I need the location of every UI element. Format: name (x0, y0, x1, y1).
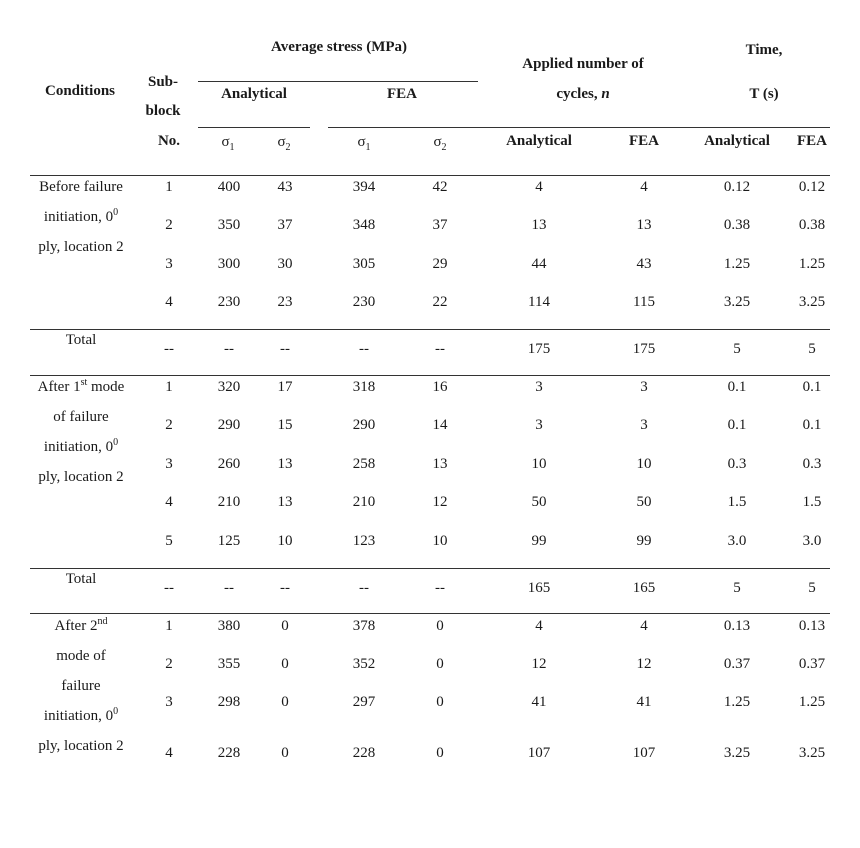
cell-s1-r1-time-fea: 0.12 (798, 179, 826, 195)
cell-s1-r1-cycles-analytical: 4 (535, 179, 543, 195)
header-time-fea: FEA (797, 133, 827, 149)
header-cycles-fea: FEA (629, 133, 659, 149)
cell-s3-r1-analytical-sigma1: 380 (217, 618, 241, 634)
cell-s2-r2-cycles-analytical: 3 (535, 417, 543, 433)
condition-s1-line1: Before failure (39, 179, 123, 195)
cell-s3-r2-fea-sigma2: 0 (436, 656, 444, 672)
cell-s2-r3-fea-sigma2: 13 (432, 456, 448, 472)
cell-s1-r2-time-fea: 0.38 (798, 217, 826, 233)
cell-s1-r2-cycles-fea: 13 (636, 217, 652, 233)
cell-s1-r3-subblock: 3 (165, 256, 173, 272)
cell-s2-r5-time-fea: 3.0 (802, 533, 822, 549)
cell-s2-r5-subblock: 5 (165, 533, 173, 549)
cell-s2-r5-analytical-sigma1: 125 (217, 533, 241, 549)
header-cycles-analytical: Analytical (506, 133, 572, 149)
condition-s3-line4: initiation, $0^0$ (43, 706, 119, 724)
rule-cycles-time (478, 127, 830, 128)
cell-s2-r3-analytical-sigma2: 13 (277, 456, 293, 472)
cell-s3-r2-subblock: 2 (165, 656, 173, 672)
cell-s1-r1-time-analytical: 0.12 (723, 179, 751, 195)
total-s2-subblock: -- (164, 580, 174, 596)
rule-total1-bottom (30, 375, 830, 376)
cell-s2-r1-fea-sigma1: 318 (352, 379, 376, 395)
cell-s2-r4-fea-sigma2: 12 (432, 494, 448, 510)
cell-s3-r2-time-analytical: 0.37 (723, 656, 751, 672)
cell-s3-r4-cycles-fea: 107 (632, 745, 656, 761)
cell-s3-r1-cycles-fea: 4 (640, 618, 648, 634)
cell-s3-r4-subblock: 4 (165, 745, 173, 761)
cell-s3-r3-subblock: 3 (165, 694, 173, 710)
condition-s2-line2: of failure (53, 409, 109, 425)
cell-s1-r4-fea-sigma2: 22 (432, 294, 448, 310)
cell-s3-r1-time-analytical: 0.13 (723, 618, 751, 634)
cell-s2-r2-fea-sigma2: 14 (432, 417, 448, 433)
cell-s3-r4-cycles-analytical: 107 (527, 745, 551, 761)
cell-s1-r3-time-fea: 1.25 (798, 256, 826, 272)
cell-s2-r2-cycles-fea: 3 (640, 417, 648, 433)
total-s2-time-fea: 5 (808, 580, 816, 596)
header-stress-fea: FEA (387, 86, 417, 102)
cell-s2-r2-time-fea: 0.1 (802, 417, 822, 433)
total-s2-time-analytical: 5 (733, 580, 741, 596)
cell-s1-r3-analytical-sigma1: 300 (217, 256, 241, 272)
cell-s2-r1-subblock: 1 (165, 379, 173, 395)
cell-s1-r1-subblock: 1 (165, 179, 173, 195)
condition-s3-line1: After 2nd (54, 616, 108, 634)
cell-s2-r1-cycles-fea: 3 (640, 379, 648, 395)
cell-s2-r1-analytical-sigma1: 320 (217, 379, 241, 395)
cell-s3-r4-fea-sigma2: 0 (436, 745, 444, 761)
cell-s1-r2-cycles-analytical: 13 (531, 217, 547, 233)
cell-s3-r1-fea-sigma1: 378 (352, 618, 376, 634)
cell-s1-r1-fea-sigma2: 42 (432, 179, 448, 195)
header-average-stress: Average stress (MPa) (270, 39, 408, 55)
cell-s1-r1-analytical-sigma2: 43 (277, 179, 293, 195)
header-subblock-line1: Sub- (147, 74, 179, 90)
cell-s2-r1-analytical-sigma2: 17 (277, 379, 293, 395)
total-s1-analytical-sigma2: -- (280, 341, 290, 357)
header-sigma1-analytical: $\sigma_1$ (221, 134, 235, 153)
cell-s3-r4-analytical-sigma1: 228 (217, 745, 241, 761)
header-time-line2: T (s) (749, 86, 779, 102)
cell-s2-r2-time-analytical: 0.1 (727, 417, 747, 433)
cell-s1-r2-fea-sigma2: 37 (432, 217, 448, 233)
cell-s1-r2-analytical-sigma2: 37 (277, 217, 293, 233)
cell-s2-r4-time-fea: 1.5 (802, 494, 822, 510)
total-s1-fea-sigma2: -- (435, 341, 445, 357)
cell-s3-r1-fea-sigma2: 0 (436, 618, 444, 634)
total-s2-fea-sigma1: -- (359, 580, 369, 596)
condition-s2-line3: initiation, $0^0$ (43, 437, 119, 455)
cell-s3-r3-cycles-analytical: 41 (531, 694, 547, 710)
cell-s2-r4-fea-sigma1: 210 (352, 494, 376, 510)
cell-s2-r1-cycles-analytical: 3 (535, 379, 543, 395)
cell-s2-r4-cycles-fea: 50 (636, 494, 652, 510)
header-applied-line2: cycles, n (556, 86, 610, 102)
total-s2-cycles-analytical: 165 (527, 580, 551, 596)
total-s2-analytical-sigma1: -- (224, 580, 234, 596)
cell-s3-r1-subblock: 1 (165, 618, 173, 634)
total-s1-subblock: -- (164, 341, 174, 357)
cell-s3-r4-analytical-sigma2: 0 (281, 745, 289, 761)
cell-s3-r2-cycles-fea: 12 (636, 656, 652, 672)
total-s1-cycles-fea: 175 (632, 341, 656, 357)
cell-s2-r5-fea-sigma1: 123 (352, 533, 376, 549)
cell-s2-r2-analytical-sigma1: 290 (217, 417, 241, 433)
header-time-line1: Time, (745, 42, 783, 58)
cell-s1-r3-analytical-sigma2: 30 (277, 256, 293, 272)
cell-s3-r4-fea-sigma1: 228 (352, 745, 376, 761)
cell-s2-r4-analytical-sigma1: 210 (217, 494, 241, 510)
cell-s1-r1-cycles-fea: 4 (640, 179, 648, 195)
cell-s1-r2-time-analytical: 0.38 (723, 217, 751, 233)
cell-s3-r3-fea-sigma2: 0 (436, 694, 444, 710)
total-label-s1: Total (65, 332, 97, 348)
cell-s3-r2-analytical-sigma2: 0 (281, 656, 289, 672)
cell-s2-r1-time-analytical: 0.1 (727, 379, 747, 395)
cell-s1-r4-analytical-sigma1: 230 (217, 294, 241, 310)
condition-s1-line2: initiation, $0^0$ (43, 207, 119, 225)
cell-s3-r1-analytical-sigma2: 0 (281, 618, 289, 634)
cell-s2-r4-analytical-sigma2: 13 (277, 494, 293, 510)
cell-s2-r3-fea-sigma1: 258 (352, 456, 376, 472)
cell-s3-r2-analytical-sigma1: 355 (217, 656, 241, 672)
cell-s1-r4-time-analytical: 3.25 (723, 294, 751, 310)
header-subblock-line3: No. (157, 133, 181, 149)
cell-s2-r5-time-analytical: 3.0 (727, 533, 747, 549)
cell-s1-r2-fea-sigma1: 348 (352, 217, 376, 233)
cell-s1-r4-cycles-fea: 115 (633, 294, 655, 310)
header-sigma2-analytical: $\sigma_2$ (277, 134, 291, 153)
cell-s2-r3-analytical-sigma1: 260 (217, 456, 241, 472)
cell-s3-r3-time-fea: 1.25 (798, 694, 826, 710)
cell-s2-r1-time-fea: 0.1 (802, 379, 822, 395)
cell-s2-r4-subblock: 4 (165, 494, 173, 510)
cell-s1-r3-fea-sigma1: 305 (352, 256, 376, 272)
rule-total2-bottom (30, 613, 830, 614)
cell-s3-r4-time-analytical: 3.25 (723, 745, 751, 761)
header-sigma1-fea: $\sigma_1$ (357, 134, 371, 153)
cell-s2-r5-fea-sigma2: 10 (432, 533, 448, 549)
cell-s3-r3-analytical-sigma2: 0 (281, 694, 289, 710)
rule-section2-bottom (30, 568, 830, 569)
total-s1-cycles-analytical: 175 (527, 341, 551, 357)
total-label-s2: Total (65, 571, 97, 587)
rule-header-bottom (30, 175, 830, 176)
cell-s1-r4-time-fea: 3.25 (798, 294, 826, 310)
cell-s1-r3-cycles-analytical: 44 (531, 256, 547, 272)
cell-s2-r3-cycles-analytical: 10 (531, 456, 547, 472)
cell-s2-r4-time-analytical: 1.5 (727, 494, 747, 510)
header-conditions: Conditions (44, 83, 116, 99)
cell-s1-r3-time-analytical: 1.25 (723, 256, 751, 272)
cell-s2-r2-analytical-sigma2: 15 (277, 417, 293, 433)
cell-s2-r5-cycles-fea: 99 (636, 533, 652, 549)
total-s2-fea-sigma2: -- (435, 580, 445, 596)
cell-s3-r2-cycles-analytical: 12 (531, 656, 547, 672)
rule-average-stress (198, 81, 478, 82)
cell-s2-r4-cycles-analytical: 50 (531, 494, 547, 510)
header-applied-line1: Applied number of (522, 56, 644, 72)
header-subblock-line2: block (145, 103, 181, 119)
cell-s3-r3-fea-sigma1: 297 (352, 694, 376, 710)
cell-s2-r5-cycles-analytical: 99 (531, 533, 547, 549)
cell-s1-r3-cycles-fea: 43 (636, 256, 652, 272)
cell-s1-r4-fea-sigma1: 230 (352, 294, 376, 310)
cell-s1-r4-analytical-sigma2: 23 (277, 294, 293, 310)
header-time-analytical: Analytical (704, 133, 770, 149)
condition-s3-line3: failure (61, 678, 101, 694)
header-sigma2-fea: $\sigma_2$ (433, 134, 447, 153)
total-s2-analytical-sigma2: -- (280, 580, 290, 596)
cell-s3-r4-time-fea: 3.25 (798, 745, 826, 761)
cell-s2-r3-cycles-fea: 10 (636, 456, 652, 472)
rule-analytical-stress (198, 127, 310, 128)
cell-s2-r1-fea-sigma2: 16 (432, 379, 448, 395)
cell-s1-r4-cycles-analytical: 114 (528, 294, 550, 310)
cell-s2-r2-fea-sigma1: 290 (352, 417, 376, 433)
cell-s1-r2-subblock: 2 (165, 217, 173, 233)
cell-s1-r1-analytical-sigma1: 400 (217, 179, 241, 195)
condition-s2-line4: ply, location 2 (38, 469, 124, 485)
cell-s2-r3-time-fea: 0.3 (802, 456, 822, 472)
condition-s3-line2: mode of (56, 648, 106, 664)
cell-s1-r1-fea-sigma1: 394 (352, 179, 376, 195)
total-s2-cycles-fea: 165 (632, 580, 656, 596)
total-s1-fea-sigma1: -- (359, 341, 369, 357)
cell-s2-r5-analytical-sigma2: 10 (277, 533, 293, 549)
condition-s3-line5: ply, location 2 (38, 738, 124, 754)
cell-s3-r2-fea-sigma1: 352 (352, 656, 376, 672)
total-s1-time-fea: 5 (808, 341, 816, 357)
cell-s2-r3-time-analytical: 0.3 (727, 456, 747, 472)
cell-s3-r3-cycles-fea: 41 (636, 694, 652, 710)
cell-s3-r1-cycles-analytical: 4 (535, 618, 543, 634)
condition-s1-line3: ply, location 2 (38, 239, 124, 255)
cell-s1-r4-subblock: 4 (165, 294, 173, 310)
cell-s3-r3-time-analytical: 1.25 (723, 694, 751, 710)
cell-s3-r2-time-fea: 0.37 (798, 656, 826, 672)
total-s1-time-analytical: 5 (733, 341, 741, 357)
condition-s2-line1: After 1st mode (37, 377, 125, 395)
cell-s2-r3-subblock: 3 (165, 456, 173, 472)
cell-s3-r3-analytical-sigma1: 298 (217, 694, 241, 710)
rule-fea-stress (328, 127, 478, 128)
cell-s1-r2-analytical-sigma1: 350 (217, 217, 241, 233)
cell-s3-r1-time-fea: 0.13 (798, 618, 826, 634)
cell-s1-r3-fea-sigma2: 29 (432, 256, 448, 272)
header-stress-analytical: Analytical (221, 86, 287, 102)
cell-s2-r2-subblock: 2 (165, 417, 173, 433)
rule-section1-bottom (30, 329, 830, 330)
total-s1-analytical-sigma1: -- (224, 341, 234, 357)
